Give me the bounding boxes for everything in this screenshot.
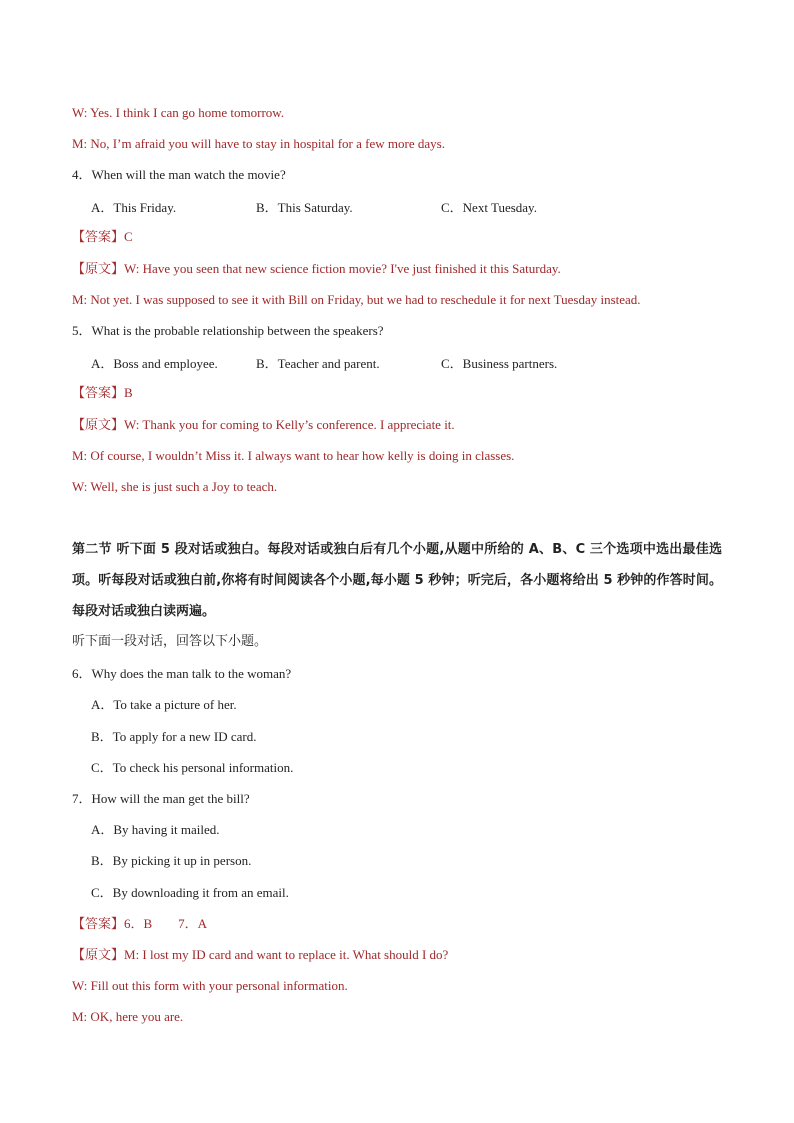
script-line: W: Thank you for coming to Kelly’s conference. I appreciate it. xyxy=(124,417,455,432)
q4-script xyxy=(72,260,561,279)
q5-option-c: C．Business partners. xyxy=(441,356,558,371)
q5-option-b: B．Teacher and parent. xyxy=(256,356,380,371)
script-tag: 【原文】 xyxy=(72,262,125,277)
q4-option-b: B．This Saturday. xyxy=(256,200,353,215)
q67-script xyxy=(72,946,448,965)
q4-answer xyxy=(72,228,133,247)
section-instruction: 听下面一段对话，回答以下小题。 xyxy=(72,634,268,649)
question-6: 6．Why does the man talk to the woman? xyxy=(72,666,292,681)
script-line: M: Of course, I wouldn’t Miss it. I always want to hear how kelly is doing in classes. xyxy=(72,448,515,463)
q5-script xyxy=(72,416,455,435)
q5-answer xyxy=(72,384,133,403)
script-line: M: I lost my ID card and want to replace it. What should I do? xyxy=(124,947,449,962)
answer-tag: 【答案】 xyxy=(72,230,125,245)
answer-value: C xyxy=(124,229,133,244)
q4-option-c: C．Next Tuesday. xyxy=(441,200,537,215)
script-line: M: OK, here you are. xyxy=(72,1009,184,1024)
answer-value: B xyxy=(124,385,133,400)
answer-tag: 【答案】 xyxy=(72,386,125,401)
script-line: M: Not yet. I was supposed to see it with Bill on Friday, but we had to reschedule it for next Tuesday instead. xyxy=(72,292,641,307)
script-tag: 【原文】 xyxy=(72,418,125,433)
q6-option-b: B．To apply for a new ID card. xyxy=(91,729,257,744)
q6-option-a: A．To take a picture of her. xyxy=(91,697,237,712)
q7-option-b: B．By picking it up in person. xyxy=(91,853,252,868)
q6-option-c: C．To check his personal information. xyxy=(91,760,294,775)
question-5: 5．What is the probable relationship between the speakers? xyxy=(72,323,384,338)
dialogue-line: M: No, I’m afraid you will have to stay in hospital for a few more days. xyxy=(72,136,445,151)
question-4: 4．When will the man watch the movie? xyxy=(72,167,286,182)
section-heading: 第二节 听下面 5 段对话或独白。每段对话或独白后有几个小题,从题中所给的 A、B、C 三个选项中选出最佳选项。听每段对话或独白前,你将有时间阅读各个小题,每小题 5 秒钟；听完后，各小题将给出 5 秒钟的作答时间。每段对话或独白读两遍。 xyxy=(72,542,722,619)
q67-answer xyxy=(72,915,207,934)
question-7: 7．How will the man get the bill? xyxy=(72,791,250,806)
answer-value: 6．B 7．A xyxy=(124,916,208,931)
script-tag: 【原文】 xyxy=(72,948,125,963)
script-line: W: Have you seen that new science fiction movie? I've just finished it this Saturday. xyxy=(124,261,561,276)
script-line: W: Fill out this form with your personal information. xyxy=(72,978,348,993)
q5-option-a: A．Boss and employee. xyxy=(91,356,218,371)
q4-option-a: A．This Friday. xyxy=(91,200,177,215)
script-line: W: Well, she is just such a Joy to teach. xyxy=(72,479,278,494)
q7-option-a: A．By having it mailed. xyxy=(91,822,220,837)
q7-option-c: C．By downloading it from an email. xyxy=(91,885,289,900)
answer-tag: 【答案】 xyxy=(72,917,125,932)
dialogue-line: W: Yes. I think I can go home tomorrow. xyxy=(72,105,285,120)
